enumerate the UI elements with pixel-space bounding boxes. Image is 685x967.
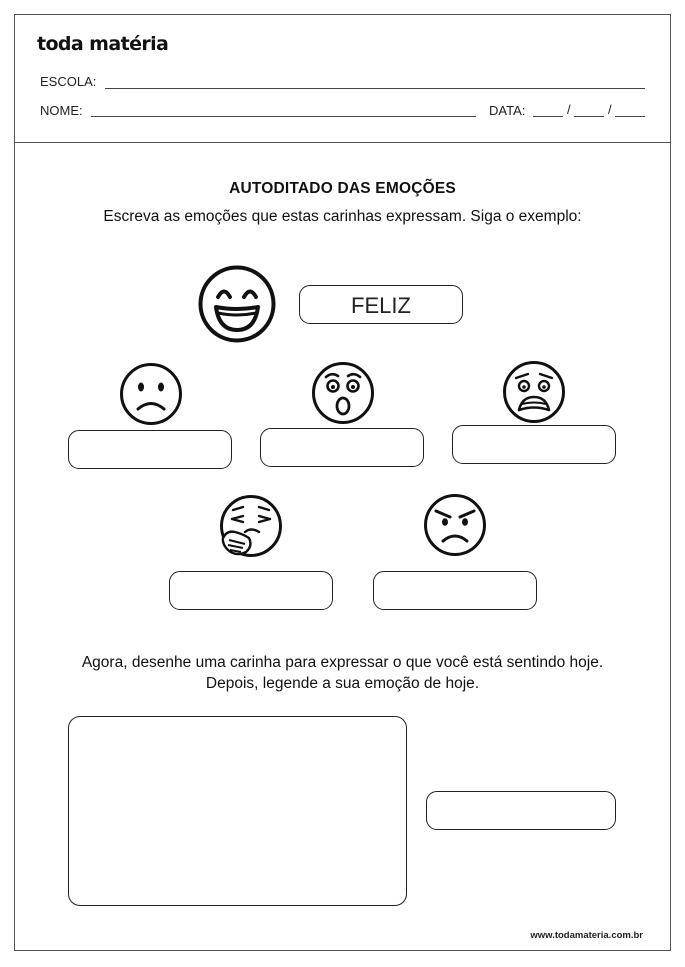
school-label: ESCOLA:: [40, 74, 97, 89]
name-input-line[interactable]: [91, 116, 476, 117]
date-label: DATA:: [489, 103, 526, 118]
scared-face-icon: [502, 360, 566, 424]
answer-box-surprised[interactable]: [260, 428, 424, 467]
date-separator: /: [567, 102, 571, 117]
answer-box-angry[interactable]: [373, 571, 537, 610]
answer-box-own-emotion[interactable]: [426, 791, 616, 830]
answer-box-sad[interactable]: [68, 430, 232, 469]
page-title: AUTODITADO DAS EMOÇÕES: [229, 180, 456, 197]
brand-logo: toda matéria: [37, 33, 169, 55]
date-separator: /: [608, 102, 612, 117]
date-month-line[interactable]: [574, 116, 604, 117]
answer-box-scared[interactable]: [452, 425, 616, 464]
date-year-line[interactable]: [615, 116, 645, 117]
footer-website: www.todamateria.com.br: [530, 930, 643, 941]
draw-instruction-line2: Depois, legende a sua emoção de hoje.: [205, 675, 480, 692]
answer-box-sleepy[interactable]: [169, 571, 333, 610]
sleepy-face-icon: [219, 494, 283, 558]
name-label: NOME:: [40, 103, 83, 118]
draw-instruction-line1: Agora, desenhe uma carinha para expressar o que você está sentindo hoje.: [81, 654, 604, 671]
surprised-face-icon: [311, 361, 375, 425]
date-day-line[interactable]: [533, 116, 563, 117]
instruction-text: Escreva as emoções que estas carinhas expressam. Siga o exemplo:: [103, 208, 582, 225]
school-input-line[interactable]: [105, 88, 645, 89]
example-answer: FELIZ: [351, 293, 411, 318]
header-divider: [14, 142, 671, 143]
example-answer-box: [299, 285, 463, 324]
angry-face-icon: [423, 493, 487, 557]
sad-face-icon: [119, 362, 183, 426]
drawing-area[interactable]: [68, 716, 407, 906]
happy-face-icon: [197, 264, 277, 344]
